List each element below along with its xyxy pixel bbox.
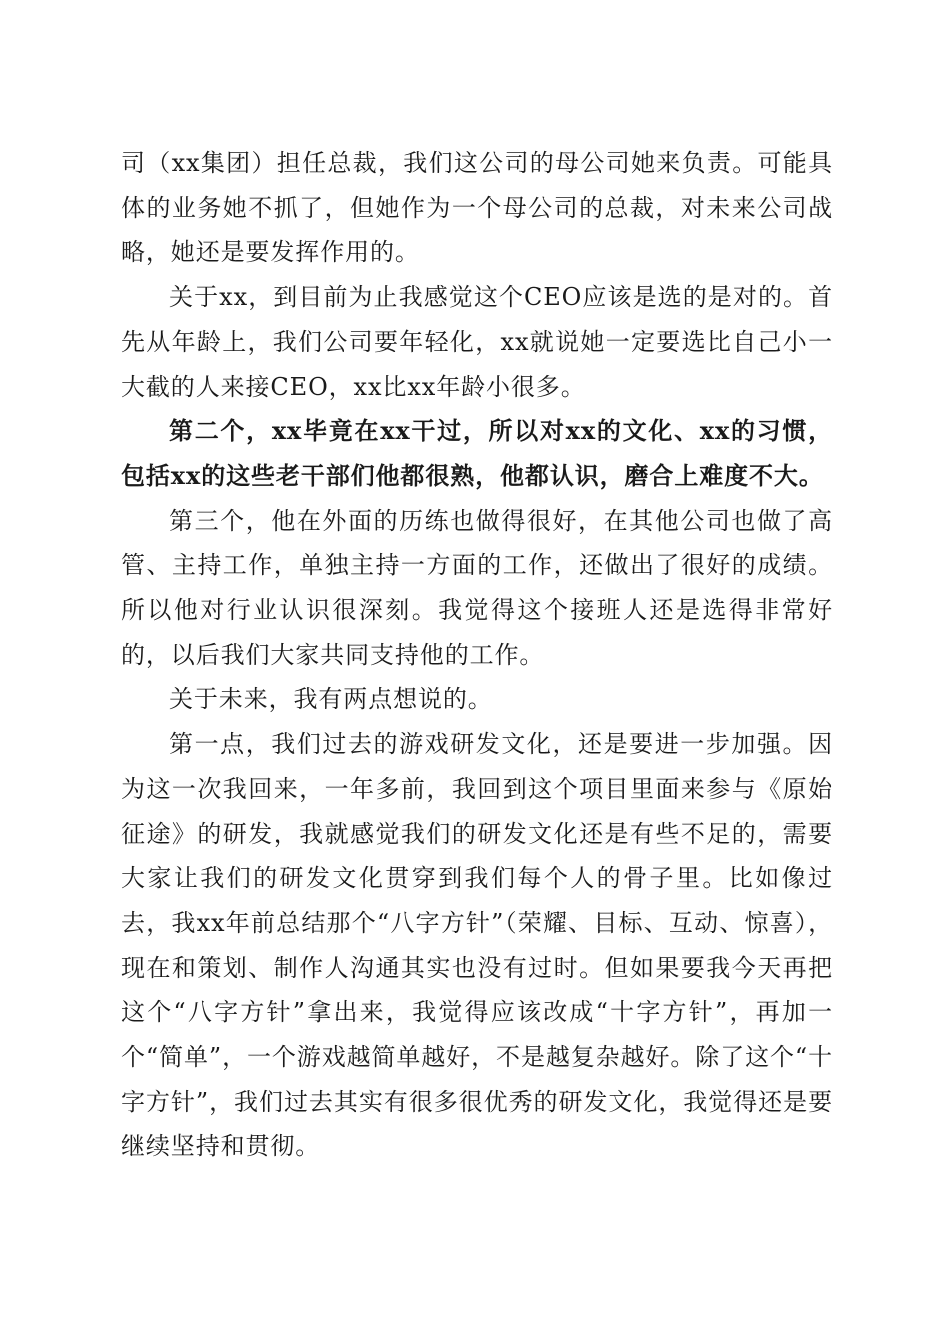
paragraph-about-ceo: 关于xx，到目前为止我感觉这个CEO应该是选的是对的。首先从年龄上，我们公司要年轻化，xx就说她一定要选比自己小一大截的人来接CEO，xx比xx年龄小很多。	[121, 283, 833, 401]
paragraph-third-point: 第三个，他在外面的历练也做得很好，在其他公司也做了高管、主持工作，单独主持一方面的工作，还做出了很好的成绩。所以他对行业认识很深刻。我觉得这个接班人还是选得非常好的，以后我们大家共同支持他的工作。	[121, 506, 833, 669]
paragraph-about-future: 关于未来，我有两点想说的。	[169, 685, 493, 714]
paragraph-first-point: 第一点，我们过去的游戏研发文化，还是要进一步加强。因为这一次我回来，一年多前，我回到这个项目里面来参与《原始征途》的研发，我就感觉我们的研发文化还是有些不足的，需要大家让我们的研发文化贯穿到我们每个人的骨子里。比如像过去，我xx年前总结那个“八字方针”（荣耀、目标、互动、惊喜），现在和策划、制作人沟通其实也没有过时。但如果要我今天再把这个“八字方针”拿出来，我觉得应该改成“十字方针”，再加一个“简单”，一个游戏越简单越好，不是越复杂越好。除了这个“十字方针”，我们过去其实有很多很优秀的研发文化，我觉得还是要继续坚持和贯彻。	[121, 730, 833, 1161]
body-text	[121, 141, 833, 1169]
paragraph-second-point: 第二个，xx毕竟在xx干过，所以对xx的文化、xx的习惯，包括xx的这些老干部们他都很熟，他都认识，磨合上难度不大。	[121, 416, 833, 490]
paragraph-continuation: 司（xx集团）担任总裁，我们这公司的母公司她来负责。可能具体的业务她不抓了，但她作为一个母公司的总裁，对未来公司战略，她还是要发挥作用的。	[121, 149, 833, 267]
